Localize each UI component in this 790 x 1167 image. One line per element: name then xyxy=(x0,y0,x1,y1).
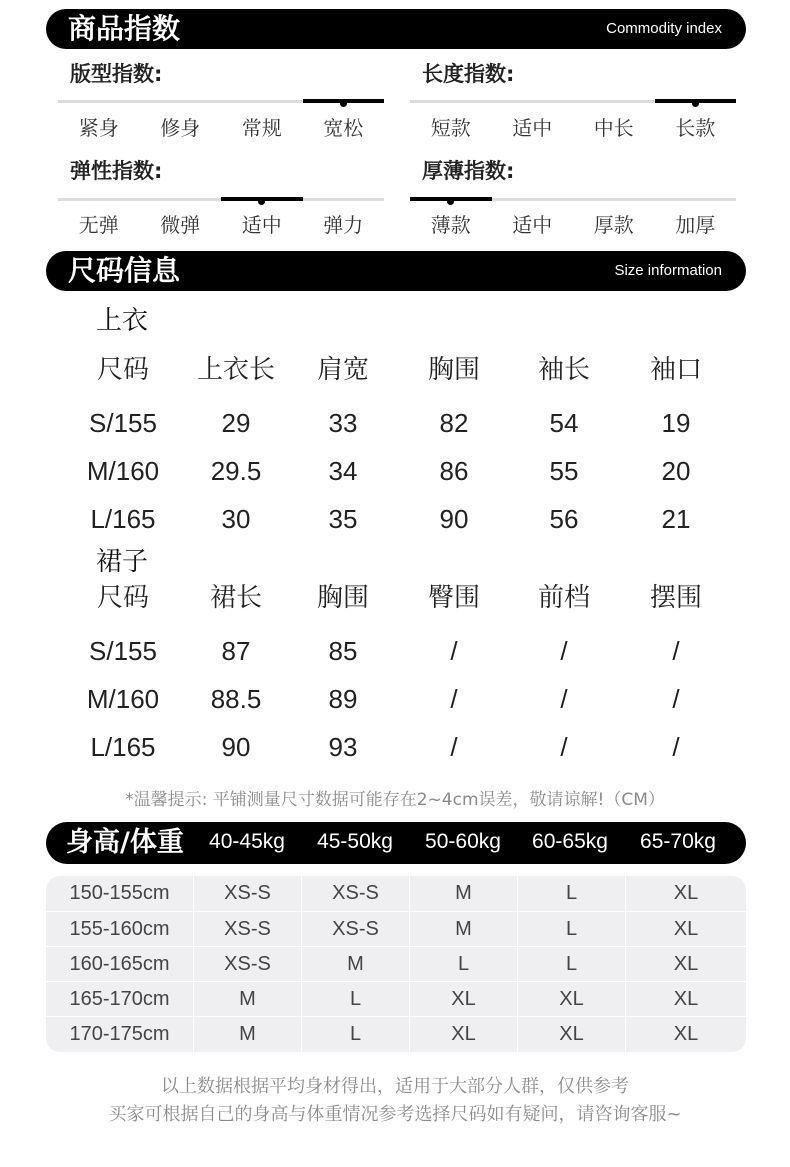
length-index-track xyxy=(410,100,736,103)
table-header-cell: 袖口 xyxy=(649,355,702,385)
height-range-cell: 165-170cm xyxy=(69,988,170,1010)
measure-note: *温馨提示: 平铺测量尺寸数据可能存在2~4cm误差，敬请谅解!（CM） xyxy=(125,790,665,810)
fit-index-marker xyxy=(340,100,347,107)
table-header-cell: 臀围 xyxy=(427,583,480,613)
table-cell: 82 xyxy=(439,408,469,438)
table-cell: / xyxy=(672,732,680,762)
table-header-cell: 摆围 xyxy=(649,583,702,613)
fit-index-track xyxy=(58,100,384,103)
table-cell: 21 xyxy=(661,504,691,534)
skirt-table-title: 裙子 xyxy=(96,547,149,577)
table-cell: / xyxy=(560,636,568,666)
table-row xyxy=(0,454,790,488)
height-weight-row xyxy=(46,946,746,981)
table-header-cell: 胸围 xyxy=(427,355,480,385)
thickness-index-option: 加厚 xyxy=(675,213,716,237)
table-cell: 56 xyxy=(549,504,579,534)
size-info-subtitle: Size information xyxy=(614,262,722,279)
height-range-cell: 150-155cm xyxy=(69,882,170,904)
table-header-cell: 裙长 xyxy=(209,583,262,613)
table-cell: 93 xyxy=(328,732,358,762)
recommended-size-cell: XL xyxy=(517,982,625,1017)
table-row xyxy=(0,730,790,764)
fit-index-option: 常规 xyxy=(241,116,282,140)
height-weight-title: 身高/体重 xyxy=(66,827,184,858)
height-weight-grid xyxy=(46,876,746,1052)
length-index-marker xyxy=(692,100,699,107)
table-header-cell: 肩宽 xyxy=(316,355,369,385)
fit-index-title: 版型指数: xyxy=(70,62,163,86)
table-cell: 29.5 xyxy=(210,456,262,486)
elasticity-index-marker xyxy=(258,198,265,205)
commodity-index-subtitle: Commodity index xyxy=(606,20,722,37)
table-cell: 30 xyxy=(221,504,251,534)
table-cell: 87 xyxy=(221,636,251,666)
elasticity-index-option: 微弹 xyxy=(160,213,201,237)
recommended-size-cell: XS-S xyxy=(193,912,301,947)
table-cell: M/160 xyxy=(86,684,160,714)
thickness-index-option: 薄款 xyxy=(430,213,471,237)
recommended-size-cell: XL xyxy=(409,982,517,1017)
table-header-row xyxy=(0,581,790,615)
recommended-size-cell: L xyxy=(301,1017,409,1052)
table-row xyxy=(0,682,790,716)
table-cell: 54 xyxy=(549,408,579,438)
fit-index-option: 修身 xyxy=(160,116,201,140)
table-cell: 33 xyxy=(328,408,358,438)
recommended-size-cell: M xyxy=(193,1017,301,1052)
size-info-header xyxy=(46,251,746,291)
height-weight-row xyxy=(46,876,746,911)
table-row xyxy=(0,502,790,536)
table-row xyxy=(0,634,790,668)
elasticity-index-option: 无弹 xyxy=(78,213,119,237)
height-range-cell: 155-160cm xyxy=(69,918,170,940)
table-cell: / xyxy=(450,684,458,714)
table-header-cell: 袖长 xyxy=(537,355,590,385)
recommended-size-cell: XS-S xyxy=(193,876,301,911)
table-cell: / xyxy=(672,684,680,714)
top-table-title: 上衣 xyxy=(96,306,149,336)
elasticity-index-option: 弹力 xyxy=(323,213,364,237)
weight-column-header: 50-60kg xyxy=(425,830,501,853)
elasticity-index-track xyxy=(58,198,384,201)
weight-column-header: 40-45kg xyxy=(209,830,285,853)
table-cell: 20 xyxy=(661,456,691,486)
height-range-cell: 160-165cm xyxy=(69,953,170,975)
table-row xyxy=(0,406,790,440)
recommended-size-cell: M xyxy=(301,947,409,982)
recommended-size-cell: L xyxy=(517,947,625,982)
height-range-cell: 170-175cm xyxy=(69,1023,170,1045)
table-cell: 55 xyxy=(549,456,579,486)
height-weight-header xyxy=(46,822,746,864)
table-header-cell: 前档 xyxy=(537,583,590,613)
length-index-title: 长度指数: xyxy=(422,62,515,86)
footer-line-1: 以上数据根据平均身材得出，适用于大部分人群，仅供参考 xyxy=(161,1076,629,1097)
table-cell: 90 xyxy=(221,732,251,762)
recommended-size-cell: M xyxy=(409,912,517,947)
recommended-size-cell: L xyxy=(409,947,517,982)
recommended-size-cell: M xyxy=(409,876,517,911)
weight-column-header: 45-50kg xyxy=(317,830,393,853)
recommended-size-cell: XL xyxy=(625,912,746,947)
recommended-size-cell: XL xyxy=(409,1017,517,1052)
table-cell: L/165 xyxy=(90,504,156,534)
weight-column-header: 60-65kg xyxy=(532,830,608,853)
length-index-option: 长款 xyxy=(675,116,716,140)
recommended-size-cell: XL xyxy=(625,982,746,1017)
table-header-row xyxy=(0,353,790,387)
table-cell: 85 xyxy=(328,636,358,666)
thickness-index-title: 厚薄指数: xyxy=(422,159,515,183)
recommended-size-cell: XS-S xyxy=(301,876,409,911)
commodity-index-title: 商品指数 xyxy=(68,12,181,45)
table-cell: 19 xyxy=(661,408,691,438)
height-weight-row xyxy=(46,981,746,1016)
table-cell: S/155 xyxy=(89,408,157,438)
length-index-option: 中长 xyxy=(593,116,634,140)
table-header-cell: 尺码 xyxy=(96,583,149,613)
thickness-index-track xyxy=(410,198,736,201)
table-cell: 35 xyxy=(328,504,358,534)
table-header-cell: 胸围 xyxy=(316,583,369,613)
table-cell: L/165 xyxy=(90,732,156,762)
thickness-index-option: 适中 xyxy=(512,213,553,237)
recommended-size-cell: XS-S xyxy=(193,947,301,982)
table-cell: / xyxy=(672,636,680,666)
table-cell: 86 xyxy=(439,456,469,486)
table-cell: / xyxy=(450,636,458,666)
fit-index-option: 宽松 xyxy=(323,116,364,140)
table-cell: 89 xyxy=(328,684,358,714)
recommended-size-cell: XL xyxy=(517,1017,625,1052)
table-cell: 88.5 xyxy=(210,684,262,714)
recommended-size-cell: XS-S xyxy=(301,912,409,947)
recommended-size-cell: M xyxy=(193,982,301,1017)
table-cell: 29 xyxy=(221,408,251,438)
size-info-title: 尺码信息 xyxy=(68,254,181,287)
table-header-cell: 上衣长 xyxy=(196,355,275,385)
table-cell: 34 xyxy=(328,456,358,486)
height-weight-row xyxy=(46,1016,746,1051)
height-weight-row xyxy=(46,911,746,946)
table-cell: S/155 xyxy=(89,636,157,666)
table-cell: / xyxy=(560,732,568,762)
thickness-index-marker xyxy=(447,198,454,205)
recommended-size-cell: L xyxy=(517,876,625,911)
recommended-size-cell: L xyxy=(301,982,409,1017)
weight-column-header: 65-70kg xyxy=(640,830,716,853)
recommended-size-cell: XL xyxy=(625,876,746,911)
length-index-option: 短款 xyxy=(430,116,471,140)
elasticity-index-option: 适中 xyxy=(241,213,282,237)
table-cell: M/160 xyxy=(86,456,160,486)
footer-line-2: 买家可根据自己的身高与体重情况参考选择尺码如有疑问，请咨询客服~ xyxy=(108,1104,682,1125)
table-cell: / xyxy=(450,732,458,762)
table-cell: 90 xyxy=(439,504,469,534)
elasticity-index-title: 弹性指数: xyxy=(70,159,163,183)
fit-index-option: 紧身 xyxy=(78,116,119,140)
length-index-option: 适中 xyxy=(512,116,553,140)
thickness-index-option: 厚款 xyxy=(593,213,634,237)
recommended-size-cell: L xyxy=(517,912,625,947)
table-cell: / xyxy=(560,684,568,714)
table-header-cell: 尺码 xyxy=(96,355,149,385)
recommended-size-cell: XL xyxy=(625,1017,746,1052)
recommended-size-cell: XL xyxy=(625,947,746,982)
commodity-index-header xyxy=(46,9,746,49)
